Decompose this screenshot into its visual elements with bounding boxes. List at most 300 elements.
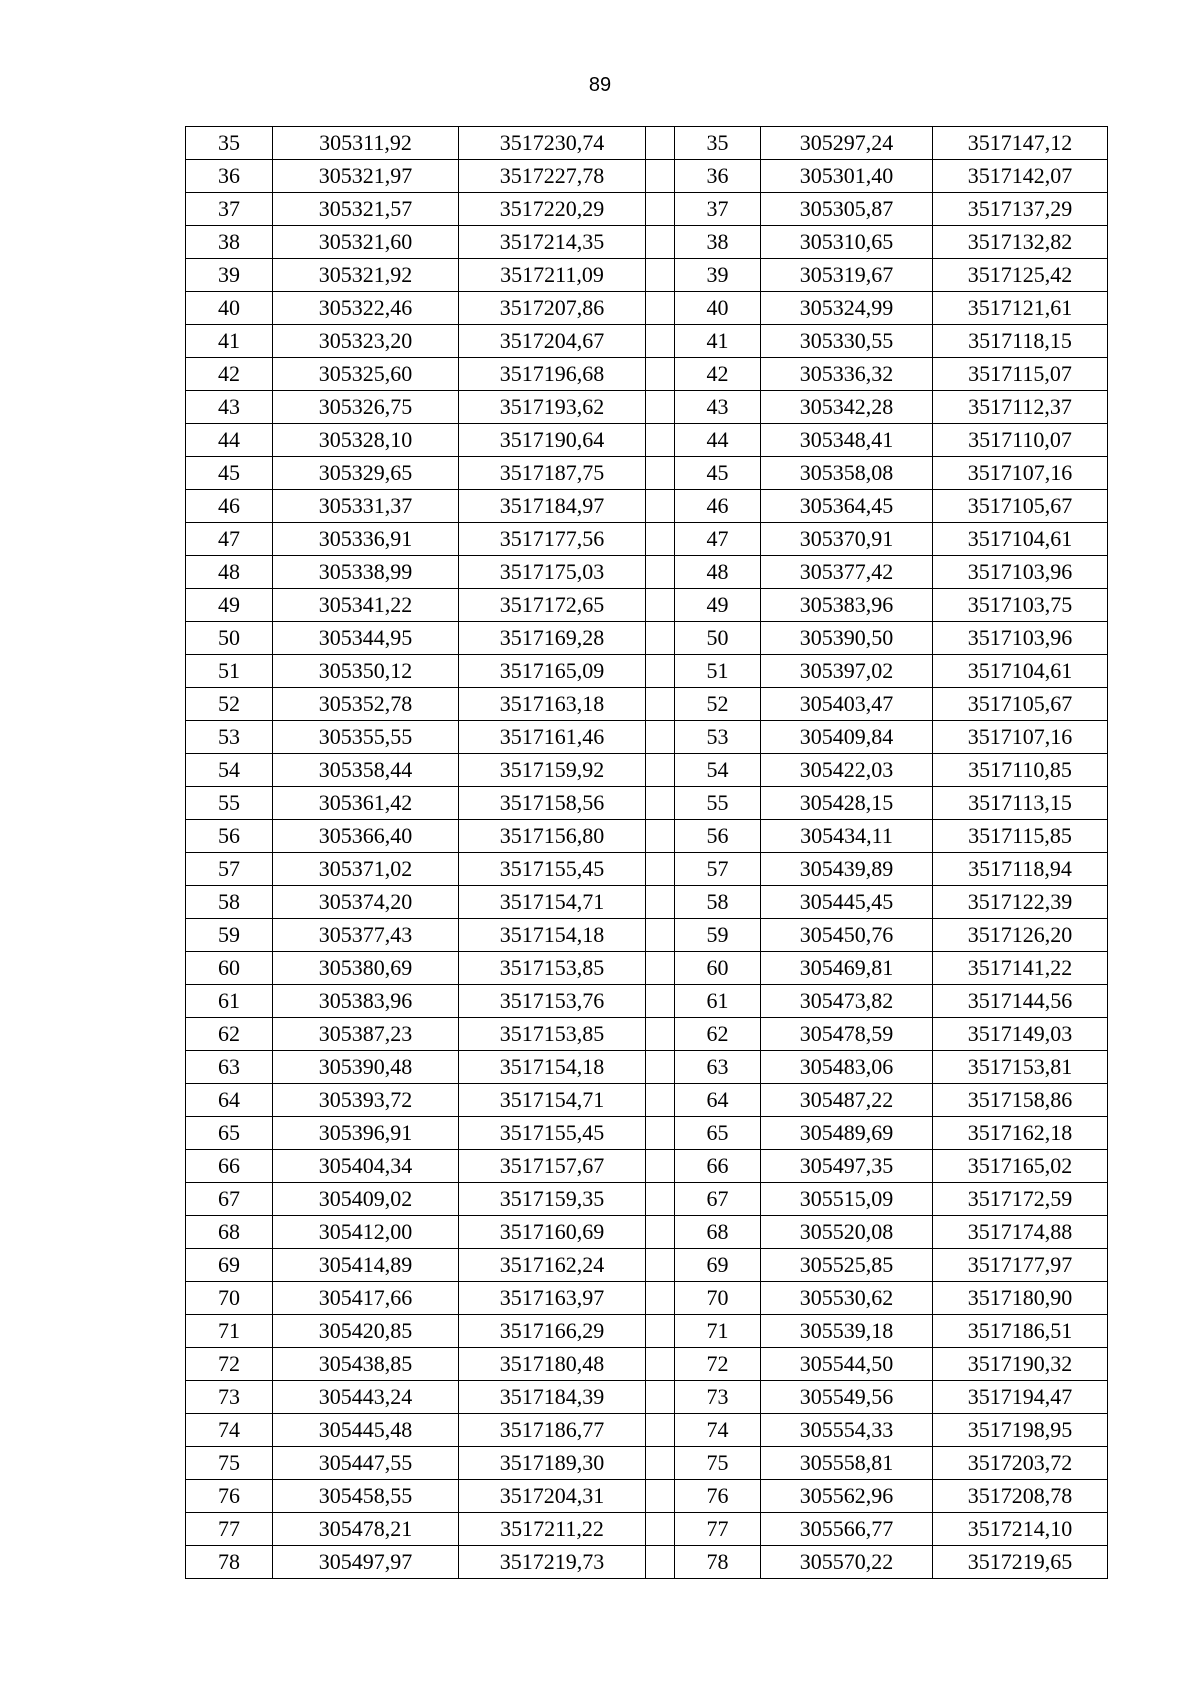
left-point-number: 66 [186,1150,273,1183]
separator-cell [646,919,675,952]
table-row [186,292,1108,325]
right-y-coordinate: 3517137,29 [933,193,1108,226]
left-point-number: 67 [186,1183,273,1216]
right-point-number: 76 [675,1480,761,1513]
right-x-coordinate: 305520,08 [761,1216,933,1249]
left-x-coordinate: 305445,48 [273,1414,459,1447]
separator-cell [646,160,675,193]
right-y-coordinate: 3517115,07 [933,358,1108,391]
right-x-coordinate: 305397,02 [761,655,933,688]
right-y-coordinate: 3517107,16 [933,457,1108,490]
right-y-coordinate: 3517214,10 [933,1513,1108,1546]
separator-cell [646,688,675,721]
left-y-coordinate: 3517204,31 [459,1480,646,1513]
left-y-coordinate: 3517207,86 [459,292,646,325]
left-y-coordinate: 3517163,18 [459,688,646,721]
table-row [186,1183,1108,1216]
right-x-coordinate: 305478,59 [761,1018,933,1051]
right-point-number: 63 [675,1051,761,1084]
left-point-number: 60 [186,952,273,985]
right-point-number: 55 [675,787,761,820]
table-row [186,1282,1108,1315]
left-point-number: 48 [186,556,273,589]
right-x-coordinate: 305450,76 [761,919,933,952]
separator-cell [646,820,675,853]
left-x-coordinate: 305438,85 [273,1348,459,1381]
left-y-coordinate: 3517153,85 [459,1018,646,1051]
right-point-number: 61 [675,985,761,1018]
left-x-coordinate: 305404,34 [273,1150,459,1183]
left-point-number: 53 [186,721,273,754]
left-y-coordinate: 3517177,56 [459,523,646,556]
right-y-coordinate: 3517174,88 [933,1216,1108,1249]
table-row [186,523,1108,556]
right-y-coordinate: 3517122,39 [933,886,1108,919]
table-row [186,952,1108,985]
table-row [186,853,1108,886]
right-y-coordinate: 3517103,75 [933,589,1108,622]
table-row [186,787,1108,820]
left-y-coordinate: 3517153,85 [459,952,646,985]
right-y-coordinate: 3517194,47 [933,1381,1108,1414]
left-y-coordinate: 3517214,35 [459,226,646,259]
left-point-number: 47 [186,523,273,556]
right-point-number: 42 [675,358,761,391]
right-point-number: 47 [675,523,761,556]
right-y-coordinate: 3517147,12 [933,127,1108,160]
left-y-coordinate: 3517161,46 [459,721,646,754]
right-point-number: 53 [675,721,761,754]
right-x-coordinate: 305473,82 [761,985,933,1018]
left-y-coordinate: 3517159,92 [459,754,646,787]
table-row [186,688,1108,721]
left-y-coordinate: 3517211,09 [459,259,646,292]
separator-cell [646,1282,675,1315]
left-x-coordinate: 305328,10 [273,424,459,457]
left-x-coordinate: 305352,78 [273,688,459,721]
left-x-coordinate: 305447,55 [273,1447,459,1480]
separator-cell [646,589,675,622]
left-x-coordinate: 305331,37 [273,490,459,523]
left-x-coordinate: 305338,99 [273,556,459,589]
right-point-number: 49 [675,589,761,622]
right-point-number: 39 [675,259,761,292]
right-point-number: 37 [675,193,761,226]
separator-cell [646,523,675,556]
right-y-coordinate: 3517104,61 [933,523,1108,556]
left-y-coordinate: 3517190,64 [459,424,646,457]
right-point-number: 56 [675,820,761,853]
table-row [186,1216,1108,1249]
left-y-coordinate: 3517154,71 [459,886,646,919]
right-y-coordinate: 3517113,15 [933,787,1108,820]
table-row [186,655,1108,688]
left-x-coordinate: 305443,24 [273,1381,459,1414]
left-x-coordinate: 305311,92 [273,127,459,160]
right-y-coordinate: 3517165,02 [933,1150,1108,1183]
right-y-coordinate: 3517105,67 [933,490,1108,523]
left-y-coordinate: 3517180,48 [459,1348,646,1381]
table-row [186,1480,1108,1513]
right-point-number: 73 [675,1381,761,1414]
separator-cell [646,787,675,820]
table-row [186,1018,1108,1051]
right-y-coordinate: 3517126,20 [933,919,1108,952]
left-x-coordinate: 305321,60 [273,226,459,259]
left-y-coordinate: 3517162,24 [459,1249,646,1282]
separator-cell [646,424,675,457]
separator-cell [646,1018,675,1051]
separator-cell [646,457,675,490]
left-point-number: 42 [186,358,273,391]
left-x-coordinate: 305323,20 [273,325,459,358]
right-x-coordinate: 305370,91 [761,523,933,556]
table-row [186,1051,1108,1084]
left-point-number: 68 [186,1216,273,1249]
right-y-coordinate: 3517105,67 [933,688,1108,721]
right-y-coordinate: 3517149,03 [933,1018,1108,1051]
separator-cell [646,127,675,160]
left-point-number: 70 [186,1282,273,1315]
left-x-coordinate: 305322,46 [273,292,459,325]
table-row [186,1414,1108,1447]
right-point-number: 58 [675,886,761,919]
right-x-coordinate: 305390,50 [761,622,933,655]
right-point-number: 43 [675,391,761,424]
separator-cell [646,193,675,226]
right-y-coordinate: 3517190,32 [933,1348,1108,1381]
left-point-number: 56 [186,820,273,853]
table-row [186,259,1108,292]
left-point-number: 73 [186,1381,273,1414]
left-point-number: 45 [186,457,273,490]
table-row [186,1381,1108,1414]
left-y-coordinate: 3517155,45 [459,1117,646,1150]
right-y-coordinate: 3517153,81 [933,1051,1108,1084]
left-x-coordinate: 305329,65 [273,457,459,490]
right-x-coordinate: 305409,84 [761,721,933,754]
left-y-coordinate: 3517189,30 [459,1447,646,1480]
left-y-coordinate: 3517169,28 [459,622,646,655]
separator-cell [646,226,675,259]
left-point-number: 61 [186,985,273,1018]
left-x-coordinate: 305414,89 [273,1249,459,1282]
left-x-coordinate: 305377,43 [273,919,459,952]
separator-cell [646,1249,675,1282]
table-row [186,1084,1108,1117]
right-x-coordinate: 305342,28 [761,391,933,424]
right-y-coordinate: 3517180,90 [933,1282,1108,1315]
left-x-coordinate: 305341,22 [273,589,459,622]
left-point-number: 76 [186,1480,273,1513]
table-row [186,1117,1108,1150]
right-point-number: 77 [675,1513,761,1546]
left-point-number: 49 [186,589,273,622]
left-y-coordinate: 3517166,29 [459,1315,646,1348]
left-point-number: 77 [186,1513,273,1546]
left-y-coordinate: 3517158,56 [459,787,646,820]
table-row [186,1546,1108,1579]
right-point-number: 66 [675,1150,761,1183]
left-x-coordinate: 305366,40 [273,820,459,853]
left-point-number: 64 [186,1084,273,1117]
table-row [186,754,1108,787]
left-y-coordinate: 3517187,75 [459,457,646,490]
left-x-coordinate: 305458,55 [273,1480,459,1513]
right-point-number: 54 [675,754,761,787]
left-x-coordinate: 305355,55 [273,721,459,754]
left-y-coordinate: 3517211,22 [459,1513,646,1546]
right-x-coordinate: 305445,45 [761,886,933,919]
right-x-coordinate: 305544,50 [761,1348,933,1381]
right-x-coordinate: 305497,35 [761,1150,933,1183]
right-x-coordinate: 305525,85 [761,1249,933,1282]
left-x-coordinate: 305326,75 [273,391,459,424]
left-point-number: 46 [186,490,273,523]
separator-cell [646,490,675,523]
separator-cell [646,1348,675,1381]
left-y-coordinate: 3517219,73 [459,1546,646,1579]
right-x-coordinate: 305434,11 [761,820,933,853]
right-y-coordinate: 3517115,85 [933,820,1108,853]
separator-cell [646,1150,675,1183]
left-x-coordinate: 305350,12 [273,655,459,688]
right-point-number: 62 [675,1018,761,1051]
right-y-coordinate: 3517103,96 [933,556,1108,589]
left-point-number: 63 [186,1051,273,1084]
separator-cell [646,1183,675,1216]
left-y-coordinate: 3517227,78 [459,160,646,193]
right-x-coordinate: 305562,96 [761,1480,933,1513]
separator-cell [646,1513,675,1546]
left-point-number: 36 [186,160,273,193]
right-y-coordinate: 3517112,37 [933,391,1108,424]
separator-cell [646,1084,675,1117]
right-y-coordinate: 3517110,85 [933,754,1108,787]
right-x-coordinate: 305422,03 [761,754,933,787]
left-point-number: 52 [186,688,273,721]
table-row [186,424,1108,457]
table-row [186,820,1108,853]
right-point-number: 67 [675,1183,761,1216]
right-point-number: 65 [675,1117,761,1150]
right-y-coordinate: 3517118,15 [933,325,1108,358]
right-x-coordinate: 305439,89 [761,853,933,886]
separator-cell [646,1381,675,1414]
right-y-coordinate: 3517186,51 [933,1315,1108,1348]
table-row [186,1249,1108,1282]
separator-cell [646,1216,675,1249]
left-y-coordinate: 3517154,18 [459,919,646,952]
separator-cell [646,391,675,424]
left-x-coordinate: 305344,95 [273,622,459,655]
left-point-number: 55 [186,787,273,820]
right-x-coordinate: 305530,62 [761,1282,933,1315]
left-y-coordinate: 3517220,29 [459,193,646,226]
right-y-coordinate: 3517142,07 [933,160,1108,193]
right-point-number: 57 [675,853,761,886]
right-point-number: 46 [675,490,761,523]
right-x-coordinate: 305549,56 [761,1381,933,1414]
left-y-coordinate: 3517230,74 [459,127,646,160]
right-x-coordinate: 305403,47 [761,688,933,721]
table-row [186,1447,1108,1480]
left-point-number: 41 [186,325,273,358]
right-y-coordinate: 3517172,59 [933,1183,1108,1216]
right-point-number: 71 [675,1315,761,1348]
right-x-coordinate: 305489,69 [761,1117,933,1150]
table-row [186,457,1108,490]
separator-cell [646,721,675,754]
left-x-coordinate: 305393,72 [273,1084,459,1117]
left-point-number: 71 [186,1315,273,1348]
table-row [186,985,1108,1018]
table-row [186,226,1108,259]
left-x-coordinate: 305417,66 [273,1282,459,1315]
right-point-number: 51 [675,655,761,688]
separator-cell [646,622,675,655]
coordinates-table-body [186,127,1108,1579]
right-y-coordinate: 3517208,78 [933,1480,1108,1513]
right-y-coordinate: 3517104,61 [933,655,1108,688]
separator-cell [646,292,675,325]
separator-cell [646,556,675,589]
separator-cell [646,985,675,1018]
left-x-coordinate: 305412,00 [273,1216,459,1249]
left-point-number: 57 [186,853,273,886]
right-y-coordinate: 3517118,94 [933,853,1108,886]
left-point-number: 59 [186,919,273,952]
right-point-number: 48 [675,556,761,589]
left-point-number: 58 [186,886,273,919]
left-x-coordinate: 305420,85 [273,1315,459,1348]
right-y-coordinate: 3517177,97 [933,1249,1108,1282]
right-point-number: 74 [675,1414,761,1447]
left-x-coordinate: 305383,96 [273,985,459,1018]
left-x-coordinate: 305396,91 [273,1117,459,1150]
separator-cell [646,655,675,688]
table-row [186,622,1108,655]
right-point-number: 69 [675,1249,761,1282]
right-point-number: 44 [675,424,761,457]
left-x-coordinate: 305387,23 [273,1018,459,1051]
separator-cell [646,1117,675,1150]
right-point-number: 64 [675,1084,761,1117]
right-x-coordinate: 305539,18 [761,1315,933,1348]
left-point-number: 51 [186,655,273,688]
separator-cell [646,952,675,985]
right-x-coordinate: 305377,42 [761,556,933,589]
left-x-coordinate: 305358,44 [273,754,459,787]
left-point-number: 69 [186,1249,273,1282]
right-point-number: 70 [675,1282,761,1315]
separator-cell [646,754,675,787]
right-point-number: 68 [675,1216,761,1249]
left-y-coordinate: 3517184,39 [459,1381,646,1414]
table-row [186,127,1108,160]
left-y-coordinate: 3517156,80 [459,820,646,853]
right-y-coordinate: 3517144,56 [933,985,1108,1018]
right-x-coordinate: 305336,32 [761,358,933,391]
right-x-coordinate: 305515,09 [761,1183,933,1216]
table-row [186,193,1108,226]
left-x-coordinate: 305497,97 [273,1546,459,1579]
separator-cell [646,1315,675,1348]
separator-cell [646,325,675,358]
right-x-coordinate: 305570,22 [761,1546,933,1579]
separator-cell [646,1414,675,1447]
table-row [186,919,1108,952]
left-x-coordinate: 305390,48 [273,1051,459,1084]
table-row [186,1513,1108,1546]
right-x-coordinate: 305301,40 [761,160,933,193]
separator-cell [646,1051,675,1084]
left-y-coordinate: 3517165,09 [459,655,646,688]
left-x-coordinate: 305325,60 [273,358,459,391]
right-x-coordinate: 305428,15 [761,787,933,820]
right-x-coordinate: 305358,08 [761,457,933,490]
left-point-number: 50 [186,622,273,655]
right-point-number: 45 [675,457,761,490]
left-y-coordinate: 3517175,03 [459,556,646,589]
table-row [186,1150,1108,1183]
table-row [186,1315,1108,1348]
left-x-coordinate: 305478,21 [273,1513,459,1546]
left-point-number: 37 [186,193,273,226]
left-point-number: 35 [186,127,273,160]
right-y-coordinate: 3517125,42 [933,259,1108,292]
right-y-coordinate: 3517162,18 [933,1117,1108,1150]
right-y-coordinate: 3517121,61 [933,292,1108,325]
right-point-number: 78 [675,1546,761,1579]
left-x-coordinate: 305409,02 [273,1183,459,1216]
separator-cell [646,1480,675,1513]
left-point-number: 43 [186,391,273,424]
left-x-coordinate: 305321,92 [273,259,459,292]
right-x-coordinate: 305487,22 [761,1084,933,1117]
separator-cell [646,358,675,391]
left-y-coordinate: 3517184,97 [459,490,646,523]
left-x-coordinate: 305336,91 [273,523,459,556]
right-y-coordinate: 3517203,72 [933,1447,1108,1480]
right-x-coordinate: 305305,87 [761,193,933,226]
right-y-coordinate: 3517141,22 [933,952,1108,985]
left-point-number: 40 [186,292,273,325]
left-x-coordinate: 305361,42 [273,787,459,820]
right-x-coordinate: 305348,41 [761,424,933,457]
right-point-number: 41 [675,325,761,358]
left-y-coordinate: 3517193,62 [459,391,646,424]
left-point-number: 54 [186,754,273,787]
left-point-number: 38 [186,226,273,259]
right-y-coordinate: 3517107,16 [933,721,1108,754]
table-row [186,490,1108,523]
separator-cell [646,853,675,886]
right-point-number: 38 [675,226,761,259]
table-row [186,358,1108,391]
right-point-number: 75 [675,1447,761,1480]
left-x-coordinate: 305371,02 [273,853,459,886]
left-y-coordinate: 3517163,97 [459,1282,646,1315]
right-x-coordinate: 305364,45 [761,490,933,523]
left-point-number: 62 [186,1018,273,1051]
right-point-number: 36 [675,160,761,193]
left-y-coordinate: 3517196,68 [459,358,646,391]
left-y-coordinate: 3517204,67 [459,325,646,358]
left-y-coordinate: 3517157,67 [459,1150,646,1183]
left-point-number: 75 [186,1447,273,1480]
left-point-number: 39 [186,259,273,292]
